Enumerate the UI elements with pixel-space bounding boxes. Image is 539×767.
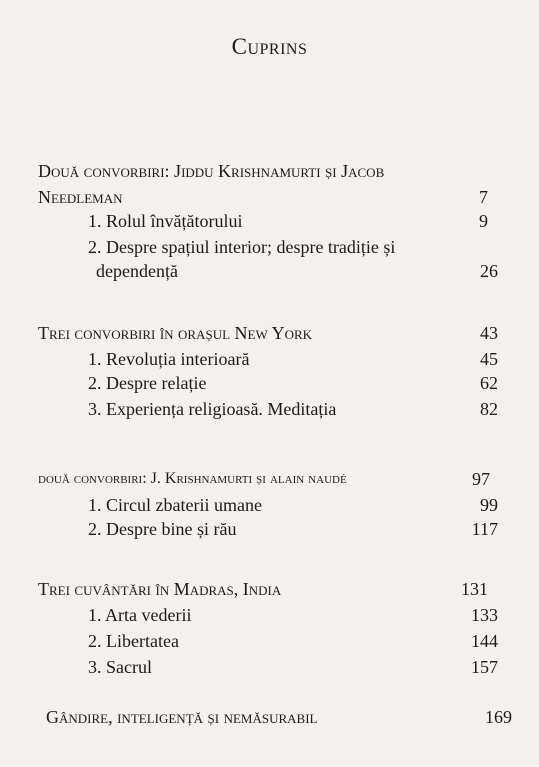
item-title: 2. Despre bine și rău <box>88 519 237 539</box>
page-number: 169 <box>485 707 512 727</box>
page-number: 157 <box>471 657 498 677</box>
section-heading: Trei cuvântări în Madras, India <box>38 579 282 599</box>
page-number: 131 <box>461 579 488 599</box>
section-heading: Needleman <box>38 187 123 207</box>
item-title: 2. Despre relație <box>88 373 207 393</box>
page-number: 82 <box>480 399 498 419</box>
page-number: 9 <box>479 211 488 231</box>
item-title: 1. Rolul învățătorului <box>88 211 243 231</box>
page-number: 117 <box>471 519 498 539</box>
item-title: 3. Experiența religioasă. Meditația <box>88 399 337 419</box>
item-title: dependență <box>96 261 178 281</box>
page-number: 144 <box>471 631 498 651</box>
page-number: 133 <box>471 605 498 625</box>
page-number: 62 <box>480 373 498 393</box>
item-title: 3. Sacrul <box>88 657 152 677</box>
section-heading: Două convorbiri: Jiddu Krishnamurti și Jacob <box>38 161 385 181</box>
page-title: Cuprins <box>231 34 308 59</box>
section-heading: Trei convorbiri în orașul New York <box>38 323 313 343</box>
page-number: 97 <box>472 469 490 489</box>
section-heading: Gândire, inteligență și nemăsurabil <box>46 707 318 727</box>
item-title: 1. Revoluția interioară <box>88 349 250 369</box>
page-number: 45 <box>480 349 498 369</box>
item-title: 1. Circul zbaterii umane <box>88 495 262 515</box>
item-title: 2. Libertatea <box>88 631 179 651</box>
page-number: 43 <box>480 323 498 343</box>
item-title: 2. Despre spațiul interior; despre tradiție și <box>88 237 396 257</box>
item-title: 1. Arta vederii <box>88 605 192 625</box>
page-number: 7 <box>479 187 488 207</box>
page-number: 99 <box>480 495 498 515</box>
page-number: 26 <box>480 261 498 281</box>
section-heading: două convorbiri: J. Krishnamurti și alain naudé <box>38 470 347 487</box>
